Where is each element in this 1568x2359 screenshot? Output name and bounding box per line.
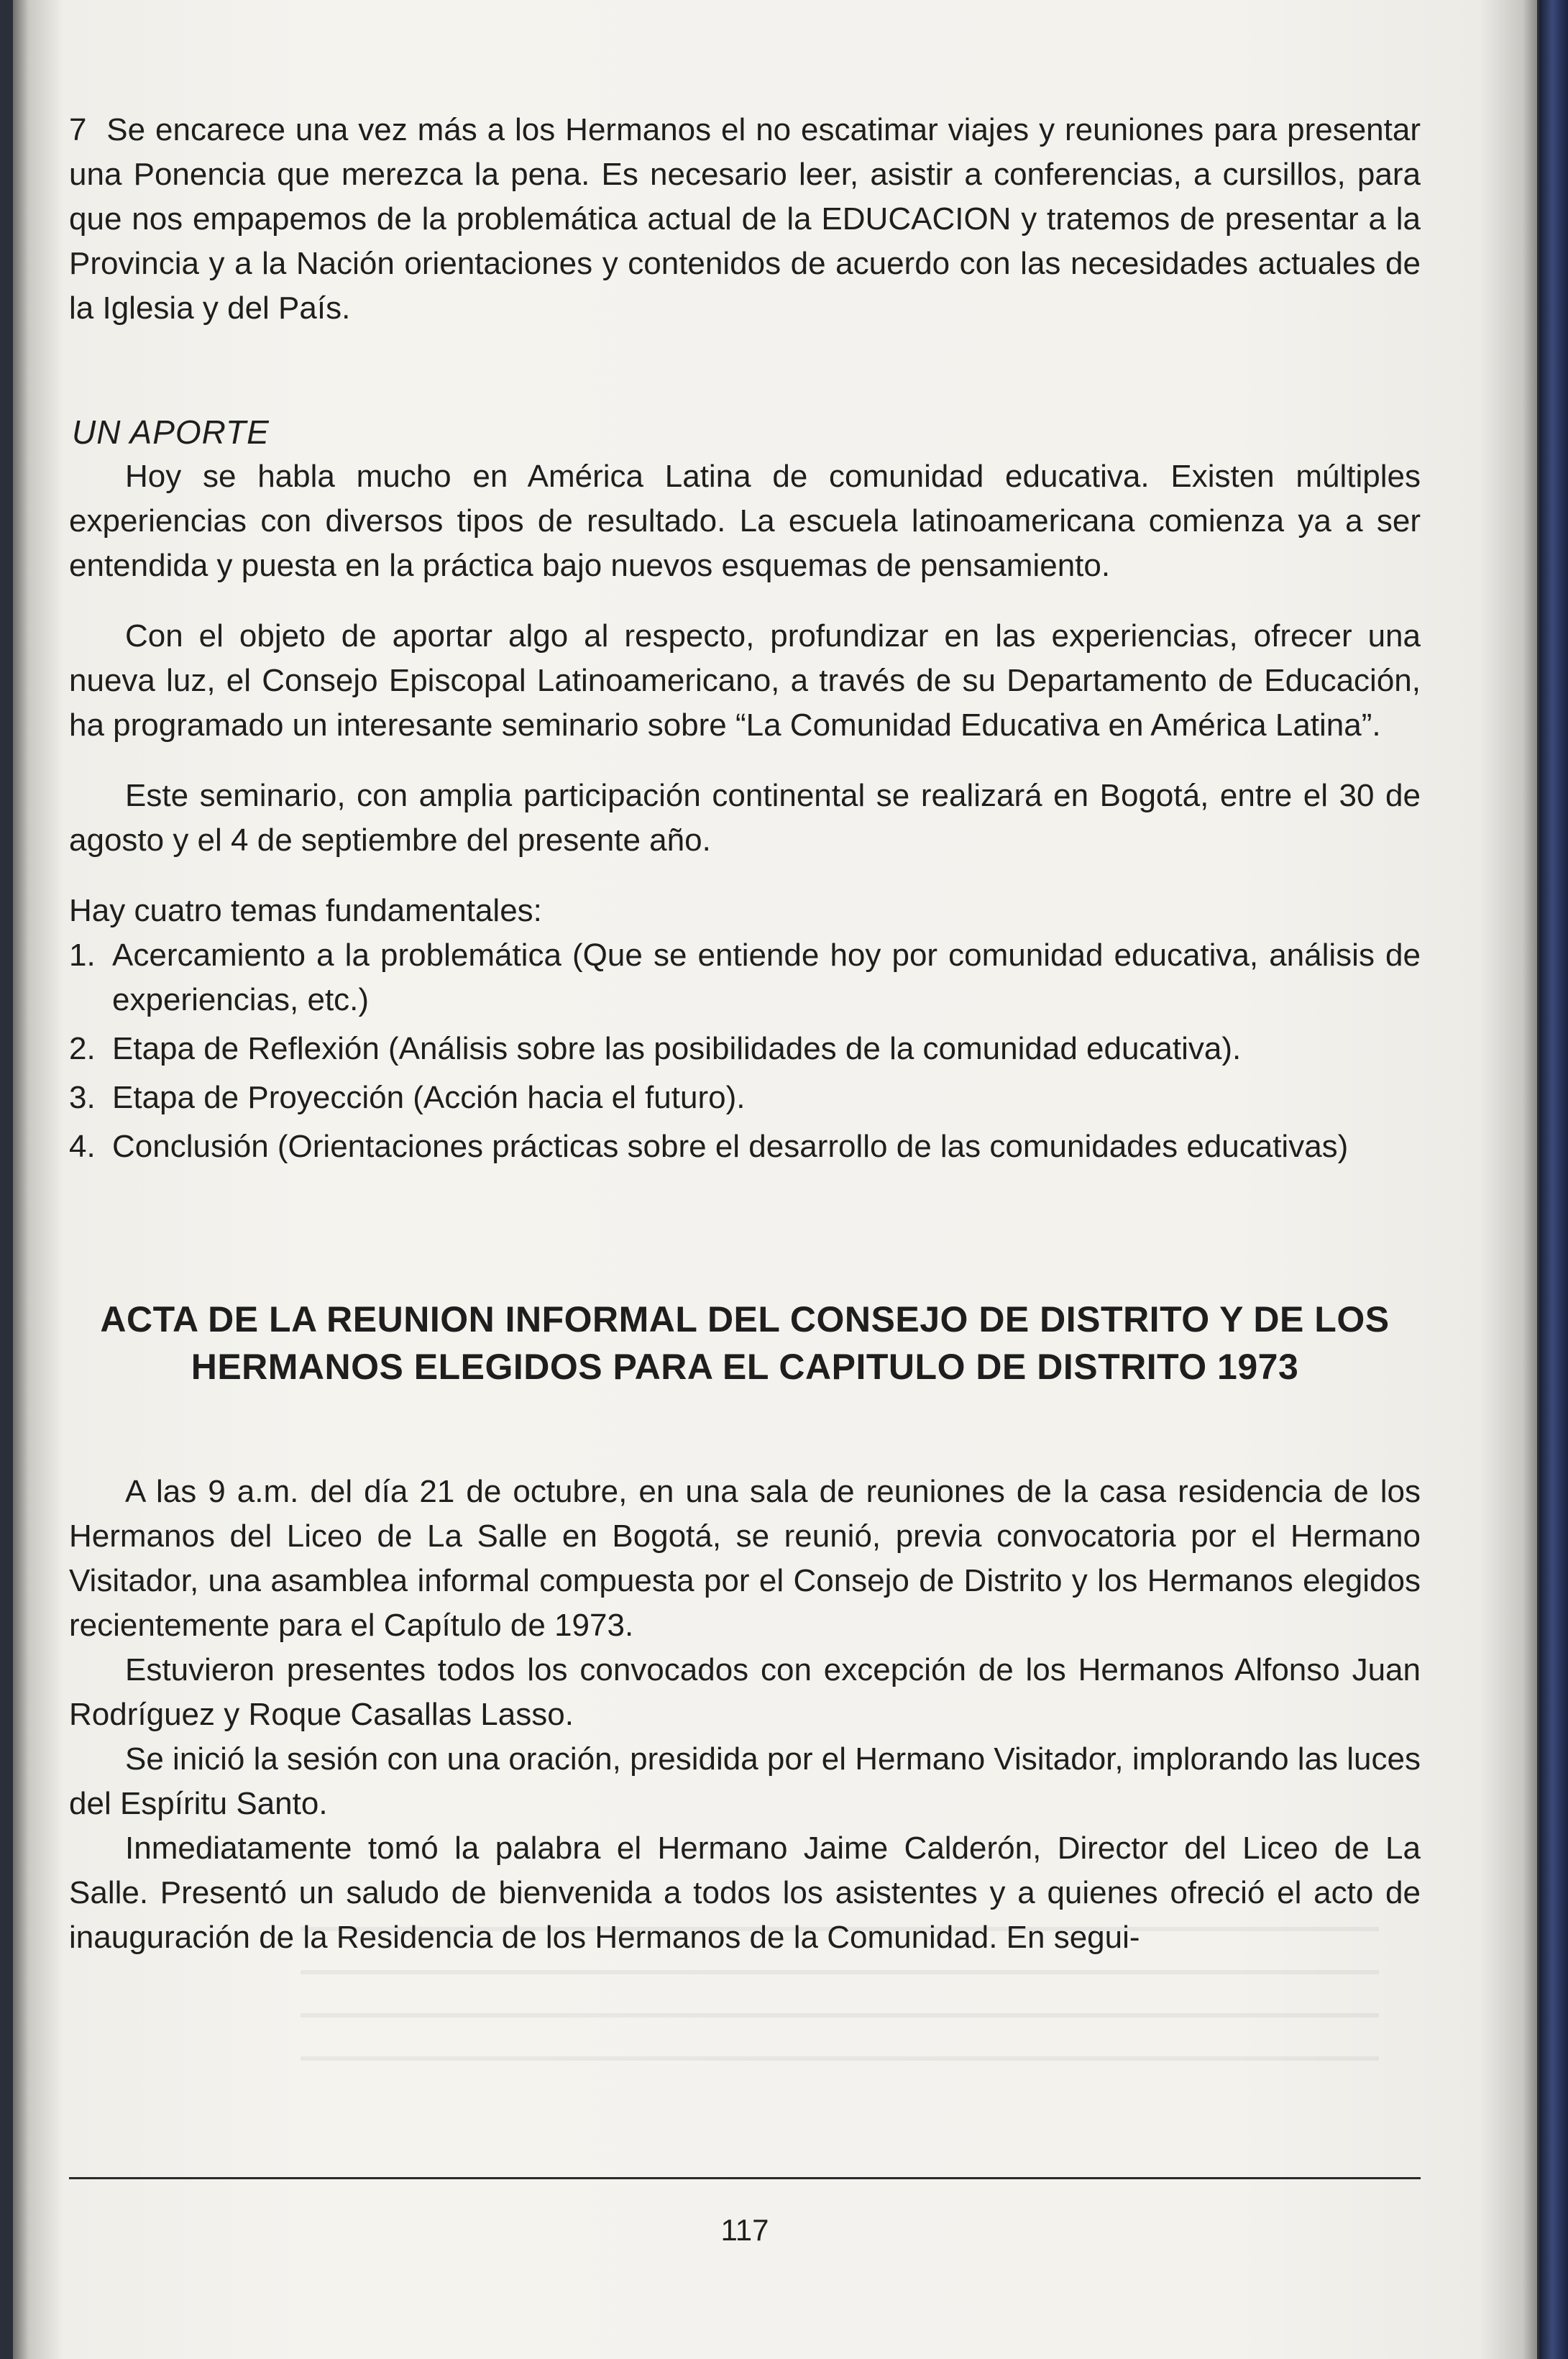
acta-paragraph-4: Inmediatamente tomó la palabra el Hermano Jaime Calderón, Director del Liceo de La Salle. Presentó un saludo de bienvenida a todos los asistentes y a quienes ofreció el acto de inauguración de la Residencia de los Hermanos de la Comunidad. En segui- bbox=[69, 1831, 1421, 1955]
footer-divider bbox=[69, 2177, 1421, 2179]
list-item-text: Etapa de Proyección (Acción hacia el futuro). bbox=[112, 1080, 746, 1115]
acta-paragraph-3: Se inició la sesión con una oración, presidida por el Hermano Visitador, implorando las luces del Espíritu Santo. bbox=[69, 1741, 1421, 1821]
book-spine-edge bbox=[1539, 0, 1568, 2359]
aporte-paragraph-2: Con el objeto de aportar algo al respecto, profundizar en las experiencias, ofrecer una nueva luz, el Consejo Episcopal Latinoamericano, a través de su Departamento de Educación, ha programado un interesante seminario sobre “La Comunidad Educativa en América Latina”. bbox=[69, 618, 1421, 743]
list-item-text: Acercamiento a la problemática (Que se entiende hoy por comunidad educativa, análisis de experiencias, etc.) bbox=[112, 938, 1421, 1017]
acta-paragraph-2: Estuvieron presentes todos los convocados con excepción de los Hermanos Alfonso Juan Rodríguez y Roque Casallas Lasso. bbox=[69, 1652, 1421, 1732]
acta-title: ACTA DE LA REUNION INFORMAL DEL CONSEJO DE DISTRITO Y DE LOS HERMANOS ELEGIDOS PARA EL CAPITULO DE DISTRITO 1973 bbox=[100, 1299, 1390, 1387]
list-item-number: 2. bbox=[69, 1031, 96, 1066]
item-7-text: Se encarece una vez más a los Hermanos el no escatimar viajes y reuniones para presentar una Ponencia que merezca la pena. Es necesario leer, asistir a conferencias, a cursillos, para que nos empapemos de la problemática actual de la EDUCACION y tratemos de presentar a la Provincia y a la Nación orientaciones y contenidos de acuerdo con las necesidades actuales de la Iglesia y del País. bbox=[69, 112, 1421, 326]
page-content bbox=[69, 108, 1421, 1960]
section-heading-aporte: UN APORTE bbox=[72, 413, 270, 451]
aporte-paragraph-3: Este seminario, con amplia participación continental se realizará en Bogotá, entre el 30 de agosto y el 4 de septiembre del presente año. bbox=[69, 778, 1421, 858]
list-item-text: Conclusión (Orientaciones prácticas sobre el desarrollo de las comunidades educativas) bbox=[112, 1129, 1349, 1164]
page-number: 117 bbox=[720, 2213, 769, 2247]
aporte-paragraph-1: Hoy se habla mucho en América Latina de comunidad educativa. Existen múltiples experiencias con diversos tipos de resultado. La escuela latinoamericana comienza ya a ser entendida y puesta en la práctica bajo nuevos esquemas de pensamiento. bbox=[69, 459, 1421, 583]
list-item-number: 1. bbox=[69, 938, 96, 973]
list-item bbox=[69, 1027, 1421, 1071]
item-7-number: 7 bbox=[69, 112, 87, 147]
list-item-number: 3. bbox=[69, 1080, 96, 1115]
list-item-number: 4. bbox=[69, 1129, 96, 1164]
item-7-paragraph bbox=[69, 108, 1421, 331]
themes-intro: Hay cuatro temas fundamentales: bbox=[69, 893, 542, 928]
themes-list bbox=[69, 933, 1421, 1169]
list-item-text: Etapa de Reflexión (Análisis sobre las posibilidades de la comunidad educativa). bbox=[112, 1031, 1242, 1066]
list-item bbox=[69, 1124, 1421, 1169]
list-item bbox=[69, 1076, 1421, 1120]
acta-paragraph-1: A las 9 a.m. del día 21 de octubre, en una sala de reuniones de la casa residencia de los Hermanos del Liceo de La Salle en Bogotá, se reunió, previa convocatoria por el Hermano Visitador, una asamblea informal compuesta por el Consejo de Distrito y los Hermanos elegidos recientemente para el Capítulo de 1973. bbox=[69, 1474, 1421, 1643]
book-page bbox=[13, 0, 1537, 2359]
list-item bbox=[69, 933, 1421, 1022]
